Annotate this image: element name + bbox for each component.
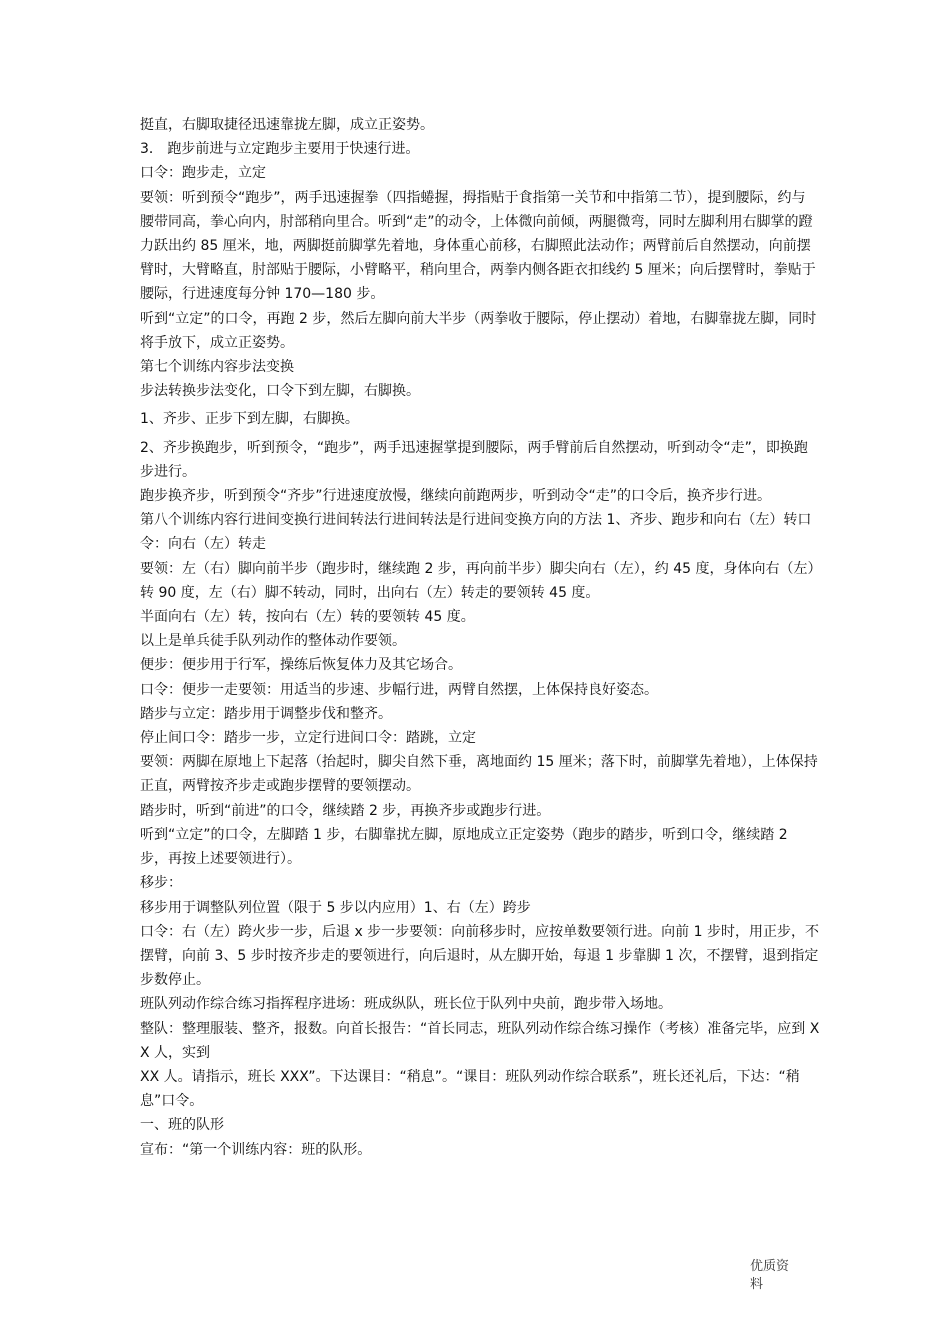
paragraph: 第七个训练内容步法变换 [140, 359, 294, 376]
paragraph: 要领：左（右）脚向前半步（跑步时，继续跑 2 步，再向前半步）脚尖向右（左），约 45 度，身体向右（左）转 90 度，左（右）脚不转动，同时，出向右（左）转走的要领转 45 度。 [140, 560, 815, 601]
paragraph: 3． 跑步前进与立定跑步主要用于快速行进。 [140, 141, 420, 158]
paragraph: 步法转换步法变化，口令下到左脚，右脚换。 [140, 383, 420, 400]
paragraph: 听到“立定”的口令，左脚踏 1 步，右脚靠扰左脚，原地成立正定姿势（跑步的踏步，听到口令，继续踏 2 步，再按上述要领进行）。 [140, 826, 788, 868]
paragraph: 踏步时，听到“前进”的口令，继续踏 2 步，再换齐步或跑步行进。 [140, 802, 551, 819]
paragraph: 口令：便步一走要领：用适当的步速、步幅行进，两臂自然摆，上体保持良好姿态。 [140, 681, 658, 698]
footer-watermark: 优质资料 [750, 1259, 790, 1292]
document-body [140, 113, 820, 1162]
paragraph: 宣布：“第一个训练内容：班的队形。 [140, 1141, 372, 1158]
paragraph: 半面向右（左）转，按向右（左）转的要领转 45 度。 [140, 609, 475, 626]
paragraph: 一、班的队形 [140, 1117, 224, 1134]
paragraph: 便步：便步用于行军，操练后恢复体力及其它场合。 [140, 657, 462, 674]
paragraph: 以上是单兵徒手队列动作的整体动作要领。 [140, 633, 406, 650]
paragraph: 挺直，右脚取捷径迅速靠拢左脚，成立正姿势。 [140, 117, 434, 133]
paragraph: 整队：整理服装、整齐，报数。向首长报告：“首长同志，班队列动作综合练习操作（考核）准备完毕，应到 XX 人，实到 [140, 1020, 820, 1061]
paragraph: 1、齐步、正步下到左脚，右脚换。 [140, 411, 359, 428]
paragraph: XX 人。请指示，班长 XXX”。下达课目：“稍息”。“课目：班队列动作综合联系”，班长还礼后，下达：“稍息”口令。 [140, 1068, 800, 1110]
paragraph: 移步用于调整队列位置（限于 5 步以内应用）1、右（左）跨步 [140, 899, 531, 916]
paragraph: 踏步与立定：踏步用于调整步伐和整齐。 [140, 705, 392, 722]
paragraph: 要领：两脚在原地上下起落（抬起时，脚尖自然下垂，离地面约 15 厘米；落下时，前脚掌先着地），上体保持正直，两臂按齐步走或跑步摆臂的要领摆动。 [140, 754, 818, 795]
paragraph: 跑步换齐步，听到预令“齐步”行进速度放慢，继续向前跑两步，听到动令“走”的口令后，换齐步行进。 [140, 488, 772, 505]
paragraph: 2、齐步换跑步，听到预令，“跑步”，两手迅速握掌提到腰际，两手臂前后自然摆动，听到动令“走”，即换跑步进行。 [140, 439, 808, 480]
paragraph: 停止间口令：踏步一步，立定行进间口令：踏跳，立定 [140, 730, 476, 747]
paragraph: 口令：右（左）跨火步一步，后退 x 步一步要领：向前移步时，应按单数要领行进。向前 1 步时，用正步，不摆臂，向前 3、5 步时按齐步走的要领进行，向后退时，从左脚开始，每退 1 步靠脚 1 次，不摆臂，退到指定步数停止。 [140, 923, 819, 989]
paragraph: 班队列动作综合练习指挥程序进场：班成纵队，班长位于队列中央前，跑步带入场地。 [140, 996, 672, 1013]
paragraph: 听到“立定”的口令，再跑 2 步，然后左脚向前大半步（两拳收于腰际，停止摆动）着地，右脚靠拢左脚，同时将手放下，成立正姿势。 [140, 310, 817, 351]
paragraph: 移步： [140, 875, 182, 892]
paragraph: 要领：听到预令“跑步”，两手迅速握拳（四指蜷握，拇指贴于食指第一关节和中指第二节），提到腰际，约与腰带同高，拳心向内，肘部稍向里合。听到“走”的动令，上体微向前倾，两腿微弯，同时左脚利用右脚掌的蹬力跃出约 85 厘米，地，两脚挺前脚掌先着地，身体重心前移，右脚照此法动作；两臂前后自然摆动，向前摆臂时，大臂略直，肘部贴于腰际，小臂略平，稍向里合，两拳内侧各距衣扣线约 5 厘米；向后摆臂时，拳贴于腰际，行进速度每分钟 170—180 步。 [140, 189, 816, 303]
paragraph: 第八个训练内容行进间变换行进间转法行进间转法是行进间变换方向的方法 1、齐步、跑步和向右（左）转口令：向右（左）转走 [140, 512, 812, 553]
paragraph: 口令：跑步走，立定 [140, 165, 266, 182]
